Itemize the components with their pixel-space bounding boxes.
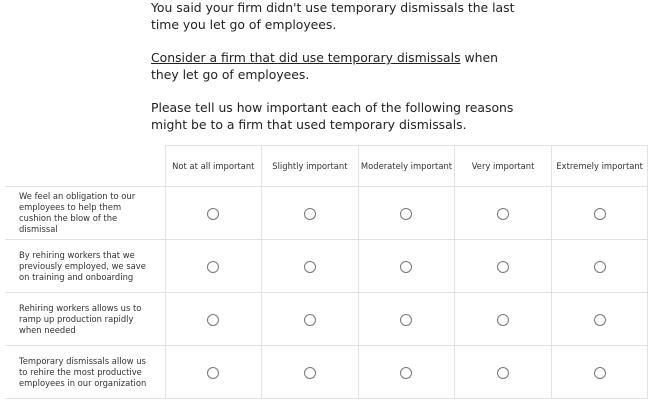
matrix-corner — [5, 146, 165, 187]
radio-option-very[interactable] — [497, 261, 509, 273]
row-label: We feel an obligation to our employees to help them cushion the blow of the dismissal — [5, 187, 165, 240]
column-header-moderately: Moderately important — [358, 146, 455, 187]
radio-option-not-at-all[interactable] — [207, 367, 219, 379]
consider-firm-emphasis: Consider a firm that did use temporary dismissals — [151, 50, 461, 65]
matrix-row-obligation — [5, 187, 648, 240]
radio-option-very[interactable] — [497, 208, 509, 220]
radio-option-not-at-all[interactable] — [207, 208, 219, 220]
radio-option-slightly[interactable] — [304, 367, 316, 379]
matrix-header-row — [5, 146, 648, 187]
radio-option-extremely[interactable] — [594, 261, 606, 273]
radio-option-slightly[interactable] — [304, 208, 316, 220]
radio-option-moderately[interactable] — [400, 314, 412, 326]
column-header-very: Very important — [455, 146, 552, 187]
radio-option-slightly[interactable] — [304, 261, 316, 273]
row-label: Temporary dismissals allow us to rehire the most productive employees in our organization — [5, 346, 165, 399]
radio-option-extremely[interactable] — [594, 314, 606, 326]
column-header-extremely: Extremely important — [551, 146, 648, 187]
row-label: By rehiring workers that we previously employed, we save on training and onboarding — [5, 240, 165, 293]
radio-option-not-at-all[interactable] — [207, 314, 219, 326]
intro-instruction-rest: when they let go of employees. — [151, 50, 498, 82]
radio-option-very[interactable] — [497, 314, 509, 326]
radio-option-not-at-all[interactable] — [207, 261, 219, 273]
matrix-row-training — [5, 240, 648, 293]
radio-option-very[interactable] — [497, 367, 509, 379]
question-prompt: Please tell us how important each of the following reasons might be to a firm that used temporary dismissals. — [151, 100, 514, 132]
radio-option-extremely[interactable] — [594, 367, 606, 379]
column-header-not-at-all: Not at all important — [165, 146, 262, 187]
intro-instruction — [151, 49, 521, 83]
column-header-slightly: Slightly important — [262, 146, 359, 187]
radio-option-moderately[interactable] — [400, 367, 412, 379]
radio-option-moderately[interactable] — [400, 261, 412, 273]
intro-statement: You said your firm didn't use temporary dismissals the last time you let go of employees. — [151, 0, 515, 32]
radio-option-extremely[interactable] — [594, 208, 606, 220]
question-intro — [151, 0, 521, 149]
importance-matrix — [5, 145, 648, 399]
row-label: Rehiring workers allows us to ramp up production rapidly when needed — [5, 293, 165, 346]
matrix-row-ramp-up — [5, 293, 648, 346]
radio-option-slightly[interactable] — [304, 314, 316, 326]
matrix-row-productive — [5, 346, 648, 399]
radio-option-moderately[interactable] — [400, 208, 412, 220]
